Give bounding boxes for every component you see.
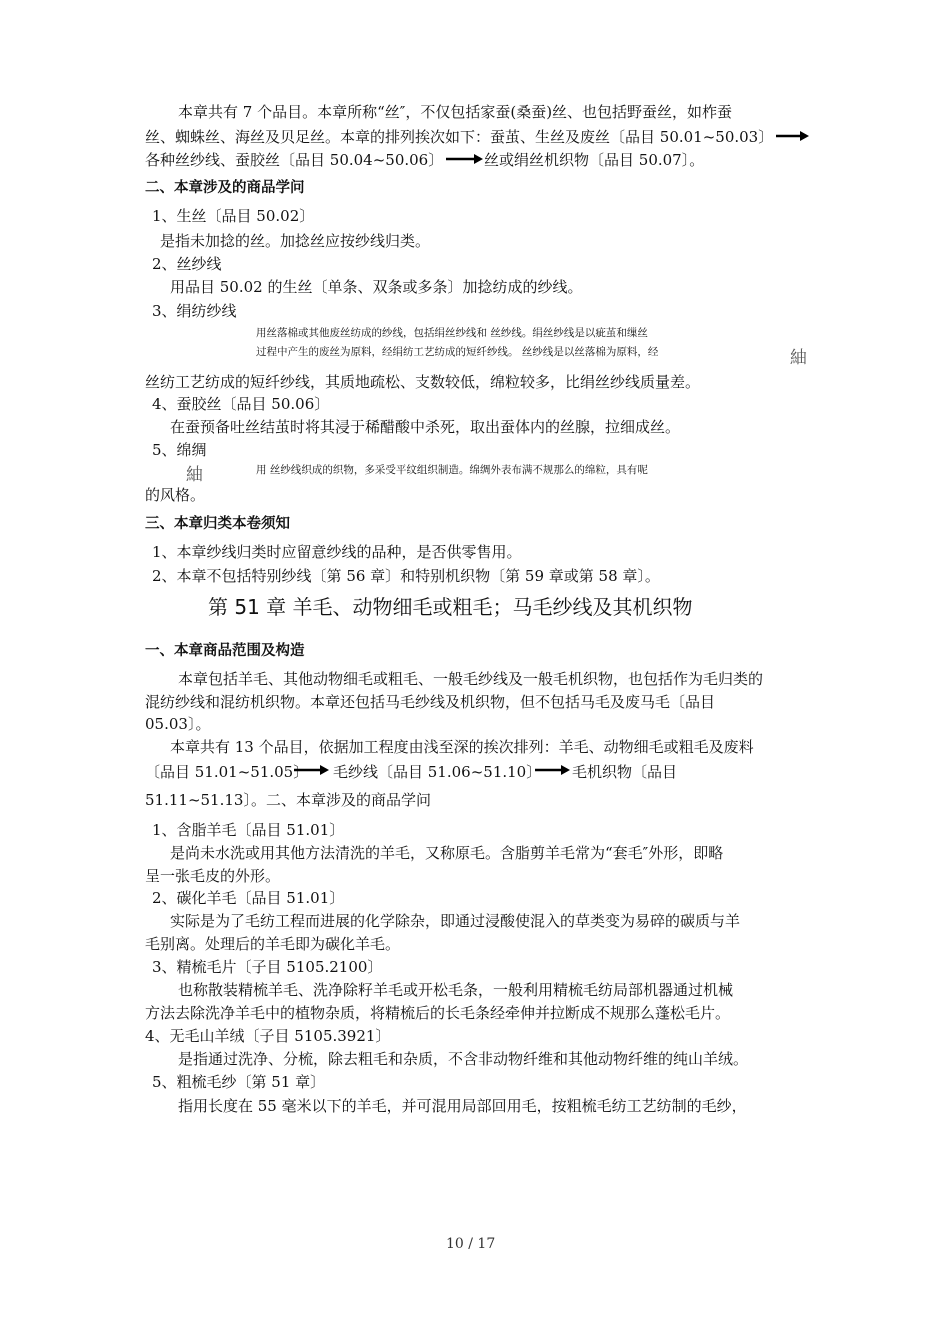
text-line: 3、精梳毛片〔子目 5105.2100〕: [152, 958, 383, 976]
text-line: 2、碳化羊毛〔品目 51.01〕: [152, 889, 345, 907]
text-line: 1、生丝〔品目 50.02〕: [152, 207, 315, 225]
text-line: 是指未加捻的丝。加捻丝应按纱线归类。: [160, 232, 431, 250]
text-line: 51.11~51.13〕。二、本章涉及的商品学问: [145, 791, 431, 809]
text-line: 用品目 50.02 的生丝〔单条、双条或多条〕加捻纺成的纱线。: [170, 278, 583, 296]
arrow-icon: [535, 762, 571, 778]
text-line: 毛别离。处理后的羊毛即为碳化羊毛。: [145, 935, 401, 953]
stray-glyph: 紬: [790, 348, 807, 368]
text-line: 本章共有 13 个品目，依据加工程度由浅至深的挨次排列：羊毛、动物细毛或粗毛及废料: [170, 738, 754, 756]
text-line: 〔品目 51.01~51.05〕: [145, 763, 309, 781]
overlay-note: 用 丝纱线织成的织物，多采受平纹组织制造。绵绸外表布满不规那么的绵粒，具有呢: [256, 464, 648, 476]
arrow-icon: [446, 151, 484, 167]
overlay-note: 用丝落棉或其他废丝纺成的纱线，包括绢丝纱线和 丝纱线。绢丝纱线是以疵茧和缫丝: [256, 327, 648, 339]
text-line: 本章共有 7 个品目。本章所称“丝″，不仅包括家蚕(桑蚕)丝、也包括野蚕丝，如柞蚕: [178, 103, 733, 121]
arrow-icon: [776, 128, 810, 144]
section-heading: 二、本章涉及的商品学问: [145, 180, 305, 196]
text-line: 本章包括羊毛、其他动物细毛或粗毛、一般毛纱线及一般毛机织物，也包括作为毛归类的: [178, 670, 764, 688]
text-line: 实际是为了毛纺工程而进展的化学除杂，即通过浸酸使混入的草类变为易碎的碳质与羊: [170, 912, 741, 930]
chapter-title: 第 51 章 羊毛、动物细毛或粗毛；马毛纱线及其机织物: [208, 595, 693, 619]
text-line: 毛纱线〔品目 51.06~51.10〕: [333, 763, 542, 781]
text-line: 2、本章不包括特别纱线〔第 56 章〕和特别机织物〔第 59 章或第 58 章〕。: [152, 567, 660, 585]
text-line: 的风格。: [145, 486, 206, 504]
text-line: 丝、蜘蛛丝、海丝及贝足丝。本章的排列挨次如下：蚕茧、生丝及废丝〔品目 50.01~50.03〕: [145, 128, 774, 146]
text-line: 4、无毛山羊绒〔子目 5105.3921〕: [145, 1027, 391, 1045]
section-heading: 三、本章归类本卷须知: [145, 516, 290, 532]
text-line: 是尚未水洗或用其他方法清洗的羊毛，又称原毛。含脂剪羊毛常为“套毛″外形，即略: [170, 844, 724, 862]
arrow-icon: [294, 762, 330, 778]
text-line: 1、含脂羊毛〔品目 51.01〕: [152, 821, 345, 839]
text-line: 4、蚕胶丝〔品目 50.06〕: [152, 395, 330, 413]
text-line: 指用长度在 55 毫米以下的羊毛，并可混用局部回用毛，按粗梳毛纺工艺纺制的毛纱，: [178, 1097, 747, 1115]
page-number: 10 / 17: [446, 1236, 496, 1252]
text-line: 也称散装精梳羊毛、洗净除籽羊毛或开松毛条，一般利用精梳毛纺局部机器通过机械: [178, 981, 734, 999]
text-line: 是指通过洗净、分梳，除去粗毛和杂质，不含非动物纤维和其他动物纤维的纯山羊绒。: [178, 1050, 749, 1068]
text-line: 方法去除洗净羊毛中的植物杂质，将精梳后的长毛条经牵伸并拉断成不规那么蓬松毛片。: [145, 1004, 731, 1022]
text-line: 2、丝纱线: [152, 255, 222, 273]
text-line: 各种丝纱线、蚕胶丝〔品目 50.04~50.06〕: [145, 151, 444, 169]
text-line: 在蚕预备吐丝结茧时将其浸于稀醋酸中杀死，取出蚕体内的丝腺，拉细成丝。: [170, 418, 681, 436]
stray-glyph: 紬: [186, 465, 203, 485]
text-line: 丝纺工艺纺成的短纤纱线，其质地疏松、支数较低，绵粒较多，比绢丝纱线质量差。: [145, 373, 701, 391]
text-line: 1、本章纱线归类时应留意纱线的品种，是否供零售用。: [152, 543, 522, 561]
text-line: 5、绵绸: [152, 441, 207, 459]
text-line: 毛机织物〔品目: [572, 763, 678, 781]
text-line: 05.03〕。: [145, 715, 211, 733]
text-line: 呈一张毛皮的外形。: [145, 867, 281, 885]
text-line: 5、粗梳毛纱〔第 51 章〕: [152, 1073, 326, 1091]
text-line: 3、绢纺纱线: [152, 302, 237, 320]
overlay-note: 过程中产生的废丝为原料，经绢纺工艺纺成的短纤纱线。 丝纱线是以丝落棉为原料，经: [256, 346, 659, 358]
text-line: 丝或绢丝机织物〔品目 50.07〕。: [484, 151, 705, 169]
text-line: 混纺纱线和混纺机织物。本章还包括马毛纱线及机织物，但不包括马毛及废马毛〔品目: [145, 693, 716, 711]
section-heading: 一、本章商品范围及构造: [145, 643, 305, 659]
